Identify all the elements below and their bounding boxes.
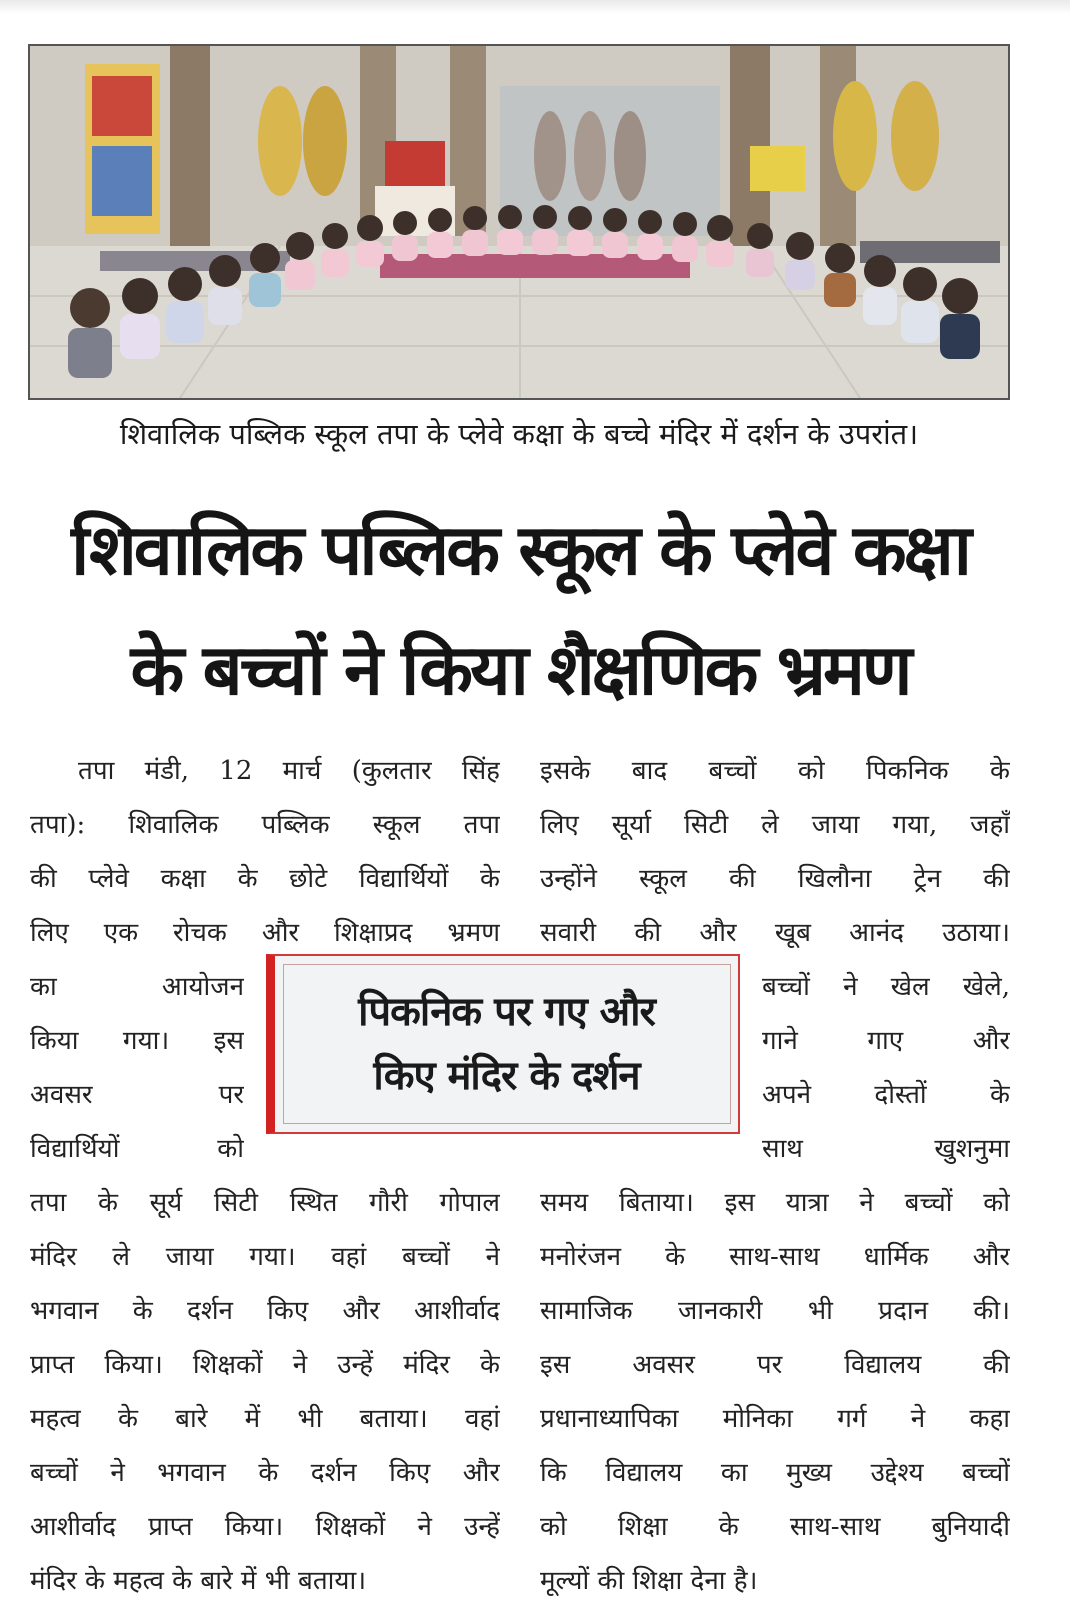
body-line: किया गया। इस xyxy=(30,1026,244,1056)
body-line: इस अवसर पर विद्यालय की xyxy=(540,1350,1010,1380)
body-line: अपने दोस्तों के xyxy=(762,1080,1010,1110)
body-line: तपा मंडी, 12 मार्च (कुलतार सिंह xyxy=(78,756,500,786)
body-line: तपा के सूर्य सिटी स्थित गौरी गोपाल xyxy=(30,1188,500,1218)
pull-quote xyxy=(266,954,740,1134)
body-line: इसके बाद बच्चों को पिकनिक के xyxy=(540,756,1010,786)
body-line: बच्चों ने भगवान के दर्शन किए और xyxy=(30,1458,500,1488)
body-left-bottom xyxy=(30,1176,500,1608)
headline-line-2: के बच्चों ने किया शैक्षणिक भ्रमण xyxy=(130,629,910,711)
body-line: आशीर्वाद प्राप्त किया। शिक्षकों ने उन्हें xyxy=(30,1512,500,1542)
body-line: महत्व के बारे में भी बताया। वहां xyxy=(30,1404,500,1434)
body-line: सवारी की और खूब आनंद उठाया। xyxy=(540,918,1010,948)
body-line: साथ खुशनुमा xyxy=(762,1134,1010,1164)
previous-article-cutoff xyxy=(0,0,1070,14)
body-line: प्रधानाध्यापिका मोनिका गर्ग ने कहा xyxy=(540,1404,1010,1434)
body-line: उन्होंने स्कूल की खिलौना ट्रेन की xyxy=(540,864,1010,894)
body-line: मंदिर के महत्व के बारे में भी बताया। xyxy=(30,1566,367,1596)
body-right-bottom xyxy=(540,1176,1010,1608)
body-line: गाने गाए और xyxy=(762,1026,1010,1056)
body-line: विद्यार्थियों को xyxy=(30,1134,244,1164)
body-line: लिए एक रोचक और शिक्षाप्रद भ्रमण xyxy=(30,918,500,948)
pull-quote-line-1: पिकनिक पर गए और xyxy=(358,989,655,1035)
body-line: बच्चों ने खेल खेले, xyxy=(762,972,1010,1002)
body-line: का आयोजन xyxy=(30,972,244,1002)
pull-quote-inner xyxy=(283,964,731,1124)
body-line: लिए सूर्या सिटी ले जाया गया, जहाँ xyxy=(540,810,1010,840)
body-line: को शिक्षा के साथ-साथ बुनियादी xyxy=(540,1512,1010,1542)
body-left-mid xyxy=(30,960,244,1176)
body-line: मूल्यों की शिक्षा देना है। xyxy=(540,1566,758,1596)
body-line: मनोरंजन के साथ-साथ धार्मिक और xyxy=(540,1242,1010,1272)
headline-line-1: शिवालिक पब्लिक स्कूल के प्लेवे कक्षा xyxy=(71,509,969,591)
headline xyxy=(20,490,1020,730)
body-right-mid xyxy=(762,960,1010,1176)
body-line: की प्लेवे कक्षा के छोटे विद्यार्थियों के xyxy=(30,864,500,894)
body-line: सामाजिक जानकारी भी प्रदान की। xyxy=(540,1296,1010,1326)
pull-quote-line-2: किए मंदिर के दर्शन xyxy=(373,1053,640,1099)
news-photo xyxy=(28,44,1010,400)
temple-children-illustration xyxy=(30,46,1008,398)
body-line: कि विद्यालय का मुख्य उद्देश्य बच्चों xyxy=(540,1458,1010,1488)
body-line: अवसर पर xyxy=(30,1080,244,1110)
body-line: समय बिताया। इस यात्रा ने बच्चों को xyxy=(540,1188,1010,1218)
body-line: मंदिर ले जाया गया। वहां बच्चों ने xyxy=(30,1242,500,1272)
body-line: तपा): शिवालिक पब्लिक स्कूल तपा xyxy=(30,810,500,840)
body-line: भगवान के दर्शन किए और आशीर्वाद xyxy=(30,1296,500,1326)
photo-caption: शिवालिक पब्लिक स्कूल तपा के प्लेवे कक्षा के बच्चे मंदिर में दर्शन के उपरांत। xyxy=(119,417,919,451)
body-right-top xyxy=(540,744,1010,960)
body-line: प्राप्त किया। शिक्षकों ने उन्हें मंदिर के xyxy=(30,1350,500,1380)
body-left-top xyxy=(30,744,500,960)
